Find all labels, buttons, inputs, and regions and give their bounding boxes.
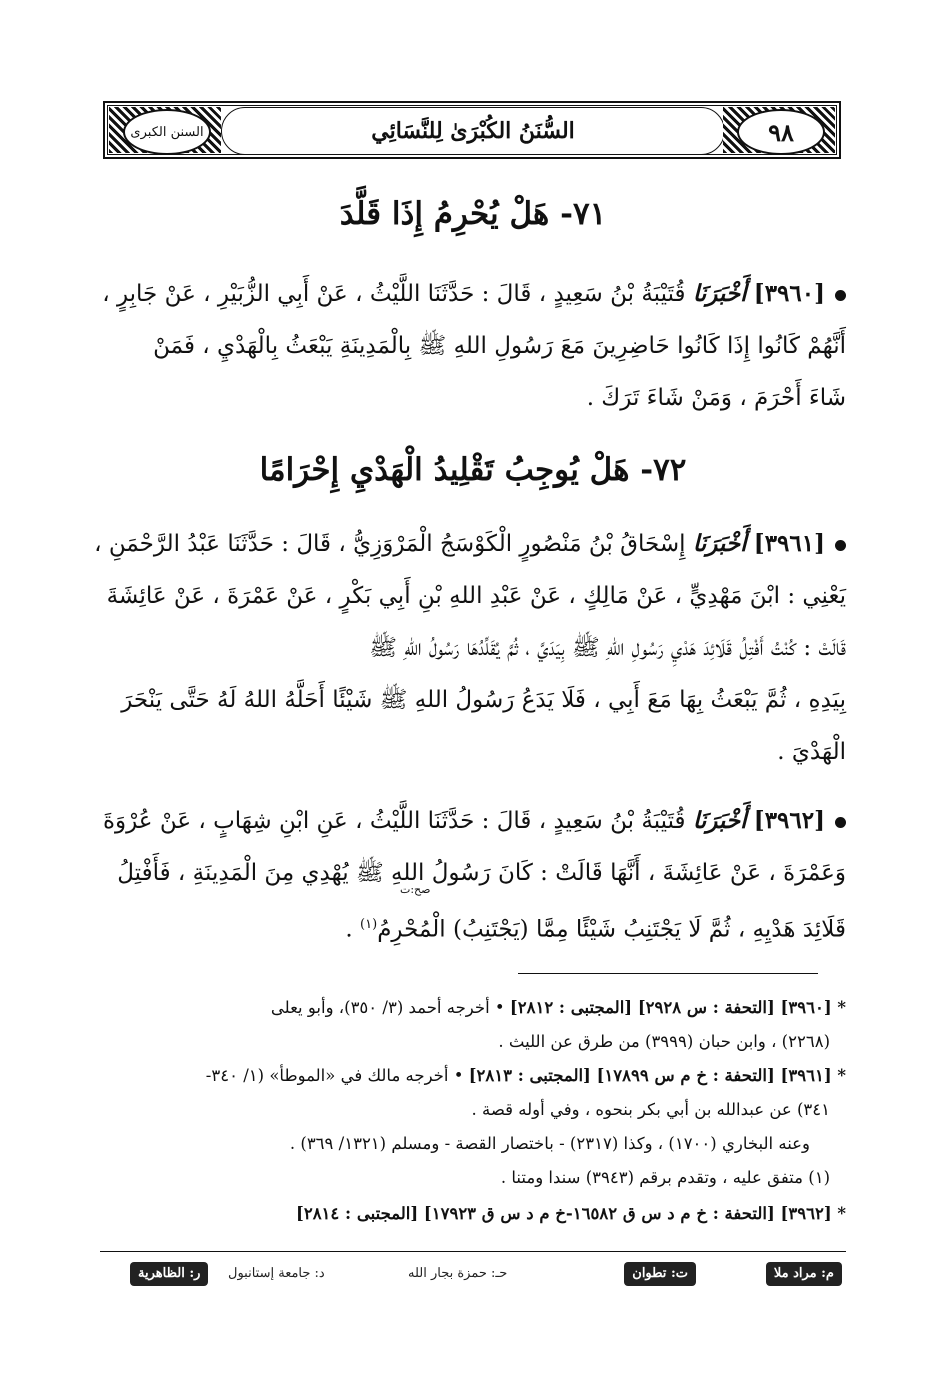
source-t: ت: تطوان [624,1262,696,1286]
footnote-ref: * [٣٩٦٢] [التحفة : خ م د س ق ١٦٥٨٢-خ م د س ق ١٧٩٢٣] [المجتبى : ٢٨١٤] [296,1204,846,1223]
hadith-line: وَعَمْرَةَ ، عَنْ عَائِشَةَ ، أَنَّهَا قَالَتْ : كَانَ رَسُولُ اللهِ ﷺ يُهْدِي مِنَ الْمَدِينَةِ ، فَأَفْتِلُ [117,860,846,886]
hadith-line: شَاءَ أَحْرَمَ ، وَمَنْ شَاءَ تَرَكَ . [586,385,846,411]
footnote-ref: * [٣٩٦١] [التحفة : خ م س ١٧٨٩٩] [المجتبى : ٢٨١٣] [468,1066,846,1085]
footnote-text: • أخرجه مالك في «الموطأ» (١/ ٣٤٠- [205,1066,464,1085]
footnote-line [100,1060,846,1092]
chapter-title-72: ٧٢- هَلْ يُوجِبُ تَقْلِيدُ الْهَدْيِ إِحْرَامًا [259,452,687,488]
hadith-line: قَالَتْ : كُنْتُ أَفْتِلُ قَلَائِدَ هَدْيِ رَسُولِ اللهِ ﷺ بِيَدَيَّ ، ثُمَّ يُقَلِّدُهَا رَسُولُ اللهِ ﷺ [369,635,846,661]
footnote-ref: * [٣٩٦٠] [التحفة : س ٢٩٢٨] [المجتبى : ٢٨١٢] [509,998,846,1017]
footnote-marker: (١) [360,917,378,932]
logo-ornament [109,107,221,153]
hadith-line [100,268,846,320]
hadith-text-end: . [345,916,353,943]
book-title: السُّنَنُ الكُبْرَىٰ لِلنَّسَائِي [371,118,575,144]
footnote-line [100,1094,846,1126]
title-cartouche [221,107,725,155]
footnote-line [100,1128,846,1160]
page-number-ornament [723,107,835,153]
source-d: د: جامعة إستانبول [228,1266,325,1281]
bullet-icon [835,290,846,301]
footnote-line [100,992,846,1024]
footnote-text: وعنه البخاري (١٧٠٠) ، وكذا (٢٣١٧) - باختصار القصة - ومسلم (١٣٢١/ ٣٦٩) . [289,1134,810,1153]
hadith-3962 [100,795,846,956]
hadith-text: قُتَيْبَةُ بْنُ سَعِيدٍ ، قَالَ : حَدَّثَنَا اللَّيْثُ ، عَنْ أَبِي الزُّبَيْرِ ، عَنْ جَابِرٍ ، [102,281,686,307]
bullet-icon [835,817,846,828]
hadith-number: [٣٩٦٠] [753,280,825,307]
akhbarana-label: أَخْبَرَنَا [692,280,747,307]
footnote-text: (٢٢٦٨) ، وابن حبان (٣٩٩٩) من طرق عن الليث . [498,1032,830,1051]
book-logo-icon [123,109,211,155]
hadith-text: إِسْحَاقُ بْنُ مَنْصُورٍ الْكَوْسَجُ الْمَرْوَزِيُّ ، قَالَ : حَدَّثَنَا عَبْدُ الرَّحْمَنِ ، [94,531,686,557]
hadith-number: [٣٩٦١] [753,530,825,557]
akhbarana-label: أَخْبَرَنَا [692,807,747,834]
hadith-3960 [100,268,846,424]
hadith-line: الْهَدْيَ . [777,739,846,765]
footnote-line [100,1198,846,1230]
hadith-line: أَنَّهُمْ كَانُوا إِذَا كَانُوا حَاضِرِينَ مَعَ رَسُولِ اللهِ ﷺ بِالْمَدِينَةِ يَبْعَثُ بِالْهَدْيِ ، فَمَنْ [153,333,846,359]
hadith-text: قُتَيْبَةُ بْنُ سَعِيدٍ ، قَالَ : حَدَّثَنَا اللَّيْثُ ، عَنِ ابْنِ شِهَابٍ ، عَنْ عُرْوَةَ [102,808,686,834]
footnote-text: • أخرجه أحمد (٣/ ٣٥٠)، وأبو يعلى [270,998,505,1017]
logo-text: السنن الكبرى [130,124,204,140]
footnote-text: ٣٤١) عن عبدالله بن أبي بكر بنحوه ، وفي أوله قصة . [471,1100,830,1119]
footnote-text: (١) متفق عليه ، وتقدم برقم (٣٩٤٣) سندا ومتنا . [500,1168,830,1187]
chapter-title-71: ٧١- هَلْ يُحْرِمُ إِذَا قَلَّدَ [339,196,607,232]
footnote-line [100,1026,846,1058]
margin-note: صح:ت [400,883,431,896]
source-r: ر: الظاهرية [130,1262,208,1286]
footnote-divider [518,973,818,974]
hadith-line [94,518,846,570]
hadith-line [100,795,846,847]
footnote-line [100,1162,846,1194]
bullet-icon [835,540,846,551]
page-number: ٩٨ [768,117,794,147]
source-m: م: مراد ملا [766,1262,842,1286]
page-number-medallion [737,109,825,155]
akhbarana-label: أَخْبَرَنَا [692,530,747,557]
hadith-3961 [94,518,846,778]
source-h: حـ: حمزة بجار الله [408,1266,508,1281]
hadith-line: يَعْنِي : ابْنَ مَهْدِيٍّ ، عَنْ مَالِكٍ ، عَنْ عَبْدِ اللهِ بْنِ أَبِي بَكْرٍ ، عَنْ عَمْرَةَ ، عَنْ عَائِشَةَ [106,583,846,609]
page-header [103,101,841,159]
hadith-line: بِيَدِهِ ، ثُمَّ يَبْعَثُ بِهَا مَعَ أَبِي ، فَلَا يَدَعُ رَسُولُ اللهِ ﷺ شَيْئًا أَحَلَّهُ اللهُ لَهُ حَتَّى يَنْحَرَ [121,687,846,713]
hadith-line [100,883,846,956]
bottom-rule [100,1251,846,1252]
hadith-text: قَلَائِدَ هَدْيِهِ ، ثُمَّ لَا يَجْتَنِبُ شَيْئًا مِمَّا (يَجْتَنِبُ) الْمُحْرِمُ [377,916,846,943]
hadith-number: [٣٩٦٢] [753,807,825,834]
